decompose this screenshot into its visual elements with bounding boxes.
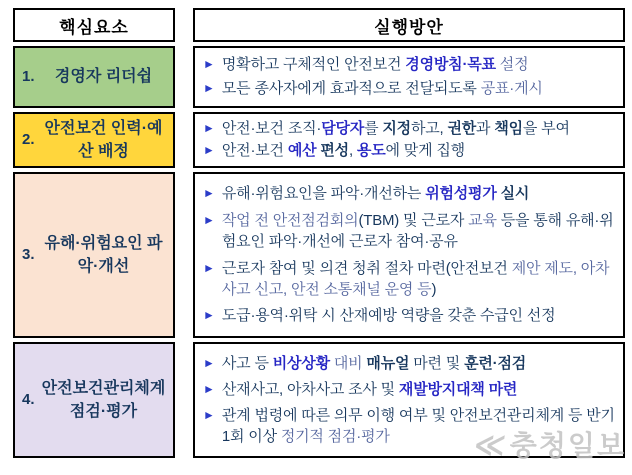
- bullet-arrow-icon: ►: [203, 57, 215, 72]
- key-cell-2: [13, 112, 175, 168]
- two-column-table: [13, 8, 626, 461]
- bullet-text: [222, 140, 465, 161]
- key-cell-label: 안전보건 인력·예산 배정: [44, 119, 163, 160]
- key-cell-4: [13, 342, 175, 458]
- plan-cell-2: [193, 112, 625, 168]
- text-segment: 등을 통해 유해·위험요인 파악·개선에 근로자 참여·공유: [221, 211, 614, 251]
- text-segment: 관계 법령에 따른 의무 이행 여부 및 안전보건관리체계 등 반기 1회 이상: [221, 406, 615, 445]
- bullet-item: [203, 118, 617, 139]
- bullet-item: [203, 305, 617, 326]
- bullet-text: [222, 353, 526, 374]
- bullet-text: [222, 258, 617, 301]
- text-segment: 사고 등: [221, 354, 273, 372]
- text-segment: 권한: [447, 120, 477, 138]
- text-segment: 용도: [356, 142, 386, 160]
- key-cell-3: [13, 172, 175, 338]
- bullet-text: [222, 78, 543, 99]
- bullet-item: [203, 78, 617, 99]
- key-cell-label: 경영자 리더쉽: [54, 68, 153, 86]
- bullet-text: [222, 405, 617, 448]
- text-segment: 책임: [494, 120, 523, 138]
- bullet-item: [203, 210, 617, 253]
- text-segment: 안전·보건 조직·: [221, 120, 322, 138]
- bullet-arrow-icon: ►: [203, 407, 215, 422]
- text-segment: 을 부여: [522, 120, 570, 138]
- plan-cell-1: [193, 46, 625, 108]
- bullet-arrow-icon: ►: [203, 260, 215, 275]
- bullet-arrow-icon: ►: [203, 121, 215, 136]
- bullet-item: [203, 353, 617, 374]
- text-segment: 산재사고, 아차사고 조사 및: [221, 380, 399, 398]
- text-segment: 공표·게시: [480, 80, 543, 98]
- text-segment: 예산: [287, 142, 317, 160]
- column-header-key-elements: 핵심요소: [13, 8, 175, 42]
- plan-cell-4: [193, 342, 626, 461]
- text-segment: 위험성평가: [425, 185, 497, 203]
- bullet-item: [203, 405, 617, 448]
- row-number: 2.: [22, 131, 35, 149]
- text-segment: 비상상황: [272, 354, 330, 372]
- newspaper-logo-icon: ≪: [472, 429, 509, 462]
- text-segment: 도급·용역·위탁 시 산재예방 역량을 갖춘 수급인 선정: [221, 307, 556, 325]
- bullet-arrow-icon: ►: [203, 212, 215, 227]
- text-segment: 모든 종사자에게 효과적으로 전달되도록: [221, 80, 481, 98]
- text-segment: 훈련·점검: [464, 354, 527, 372]
- bullet-item: [203, 54, 617, 75]
- text-segment: 편성: [320, 142, 349, 160]
- bullet-arrow-icon: ►: [203, 381, 215, 396]
- row-number: 1.: [22, 68, 35, 86]
- text-segment: 실시: [500, 185, 530, 203]
- bullet-text: [222, 210, 617, 253]
- row-number: 3.: [22, 246, 35, 264]
- text-segment: 정기적 점검·평가: [280, 428, 390, 445]
- row-number: 4.: [22, 391, 35, 409]
- bullet-arrow-icon: ►: [203, 81, 215, 96]
- bullet-arrow-icon: ►: [203, 186, 215, 201]
- text-segment: 제안 제도, 아차사고 신고, 안전 소통채널 운영 등: [221, 259, 610, 298]
- bullet-text: [222, 118, 570, 139]
- bullet-item: [203, 379, 617, 400]
- text-segment: 교육: [468, 211, 497, 229]
- column-header-action-plan: 실행방안: [193, 8, 625, 42]
- text-segment: 지정: [382, 120, 411, 138]
- text-segment: (TBM) 및 근로자: [358, 211, 469, 229]
- text-segment: 에 맞게 집행: [385, 142, 465, 160]
- text-segment: ,: [348, 142, 357, 160]
- text-segment: 유해·위험요인을 파악·개선하는: [221, 185, 426, 203]
- text-segment: 마련 및: [409, 354, 465, 372]
- bullet-item: [203, 258, 617, 301]
- bullet-text: [222, 379, 517, 400]
- text-segment: 담당자: [321, 120, 365, 138]
- text-segment: 대비: [333, 354, 363, 372]
- key-cell-label: 유해·위험요인 파악·개선: [44, 234, 163, 275]
- bullet-text: [222, 305, 556, 326]
- bullet-arrow-icon: ►: [203, 143, 215, 158]
- text-segment: 하고,: [410, 120, 448, 138]
- text-segment: 재발방지대책 마련: [398, 380, 518, 398]
- bullet-arrow-icon: ►: [203, 355, 215, 370]
- bullet-arrow-icon: ►: [203, 308, 215, 323]
- text-segment: 명확하고 구체적인 안전보건: [221, 56, 406, 74]
- bullet-item: [203, 183, 617, 204]
- key-cell-label: 안전보건관리체계 점검·평가: [41, 379, 166, 420]
- bullet-item: [203, 140, 617, 161]
- bullet-text: [222, 54, 529, 75]
- watermark-text: 충청일보: [509, 430, 626, 461]
- text-segment: 매뉴얼: [366, 354, 410, 372]
- text-segment: 설정: [499, 56, 529, 74]
- bullet-text: [222, 183, 529, 204]
- text-segment: 근로자 참여 및 의견 청취 절차 마련(안전보건: [221, 259, 512, 277]
- text-segment: 안전·보건: [221, 142, 288, 160]
- key-cell-1: [13, 46, 175, 108]
- text-segment: 경영방침·목표: [405, 56, 496, 74]
- text-segment: 과: [476, 120, 495, 138]
- text-segment: ): [431, 280, 437, 298]
- plan-cell-3: [193, 172, 625, 338]
- text-segment: 를: [364, 120, 383, 138]
- text-segment: 작업 전 안전점검회의: [221, 211, 359, 229]
